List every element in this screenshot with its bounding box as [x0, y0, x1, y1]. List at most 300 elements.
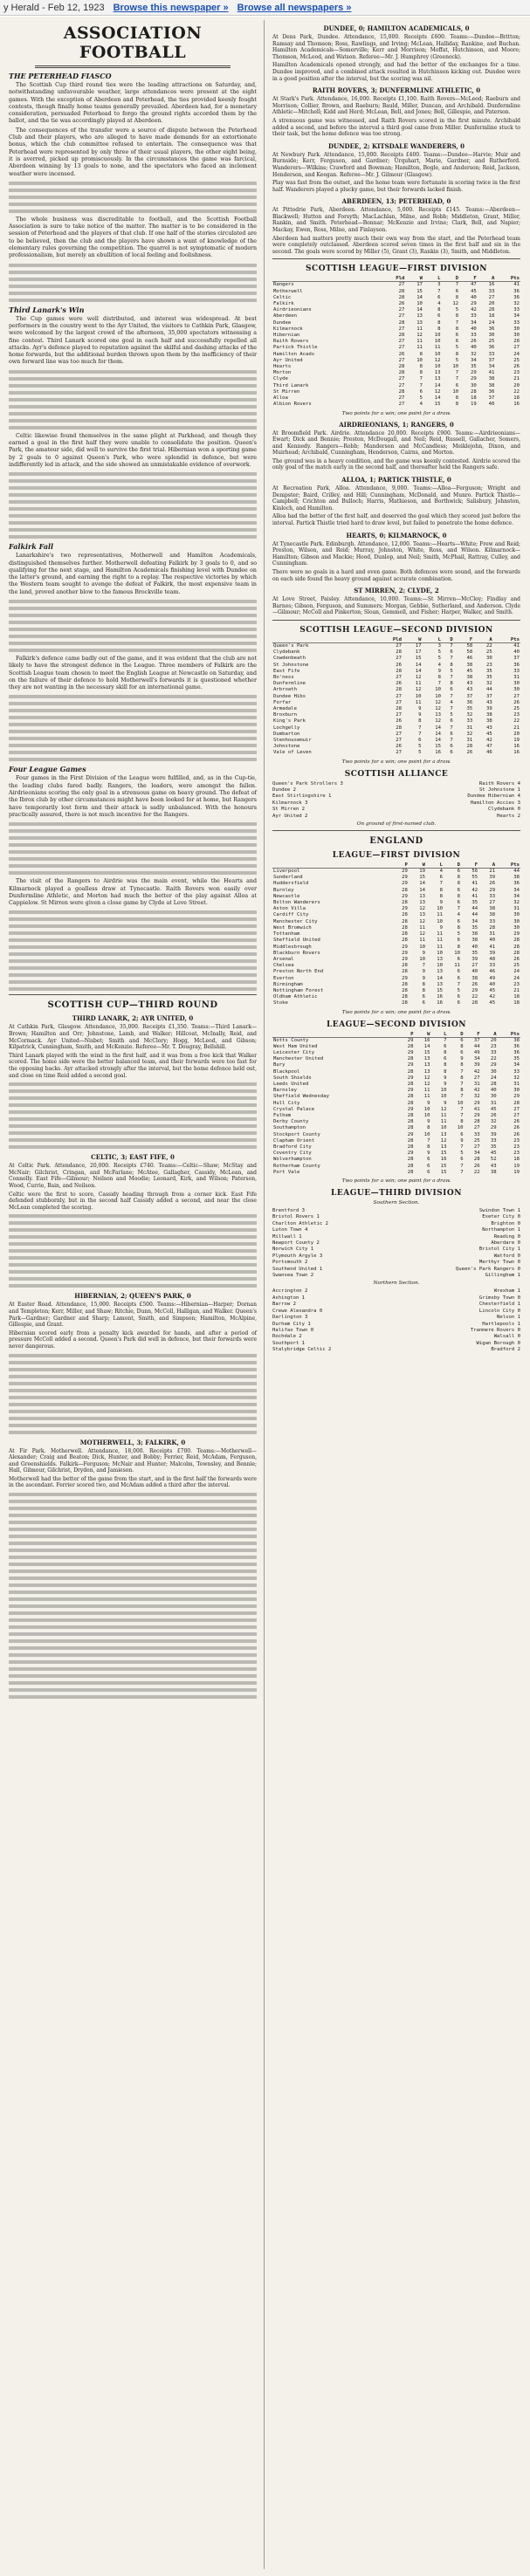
result-team: Queen's Park Rangers 0	[455, 1266, 520, 1272]
result-team: Ashington 1	[272, 1295, 306, 1301]
table-cell: 38	[490, 1169, 497, 1175]
result-team: Walsall 0	[493, 1334, 520, 1340]
match-report: The ground was in a heavy condition, and the game was keenly contested. Airdrie scored the only goal of the match early in the second half, and thereafter held the Rangers safe.	[272, 457, 520, 471]
table-cell: 34	[513, 313, 520, 319]
match-report: Motherwell had the better of the game from the start, and in the first half the forwards were in the ascendant. Ferrier scored two, and McAdam added a third after the interval.	[9, 1475, 257, 1489]
table-cell: 7	[450, 693, 453, 699]
table-cell: 29	[471, 370, 477, 376]
result-row	[272, 1315, 520, 1321]
match-heading: HEARTS, 0; KILMARNOCK, 0	[346, 531, 447, 539]
table-cell: 14	[415, 668, 422, 674]
table-cell: 7	[460, 1169, 464, 1175]
table-cell: Dunfermline	[273, 681, 306, 687]
table-row	[272, 1062, 520, 1068]
table-cell: 37	[488, 395, 495, 402]
table-cell: 34	[488, 364, 495, 370]
table-cell: 40	[513, 649, 520, 656]
newspaper-title: y Herald - Feb 12, 1923	[3, 2, 105, 13]
table-cell: 38	[488, 376, 495, 382]
table-cell: 10	[437, 918, 443, 924]
table-cell: 10	[457, 1125, 464, 1131]
table-cell: 22	[486, 642, 492, 649]
table-cell: 38	[471, 975, 478, 981]
table-cell: 34	[473, 1056, 480, 1062]
table-cell: 29	[407, 1075, 414, 1081]
table-cell: 4	[439, 869, 443, 875]
table-cell: 27	[398, 339, 405, 345]
table-cell: 9	[444, 1081, 447, 1087]
match-report: At Stark's Park. Attendance, 16,000. Receipts £1,100. Raith Rovers—McLeod; Raeburn and Morrison; Collier, Brown, and Raeburn; Bauld, Miller, Duncan, and Archibald. Dunfermline Athletic—Mitchell; Kidd and Herd; McLean, Bell, and Jones; Bell, Gillespie, and Paterson.	[272, 96, 520, 116]
table-cell: 28	[407, 1100, 414, 1106]
table-row	[272, 282, 520, 289]
table-cell: 13	[434, 370, 441, 376]
table-cell: 10	[423, 1131, 430, 1137]
table-row	[272, 963, 520, 969]
table-cell: 29	[402, 906, 408, 912]
table-cell: 18	[513, 1157, 520, 1163]
table-cell: 42	[489, 994, 496, 1000]
table-cell: 8	[455, 351, 459, 357]
table-cell: 41	[489, 944, 496, 950]
table-cell: 13	[423, 1068, 430, 1075]
subheading: THE PETERHEAD FIASCO	[9, 72, 112, 80]
result-row	[272, 1341, 520, 1347]
table-cell: 28	[398, 364, 405, 370]
table-cell: 10	[435, 687, 441, 693]
table-cell: 5	[460, 1151, 464, 1157]
table-cell: Stoke	[273, 1000, 288, 1006]
table-cell: 38	[466, 662, 473, 668]
result-row	[272, 1214, 520, 1220]
table-cell: 28	[402, 924, 408, 931]
table-cell: West Ham United	[273, 1043, 318, 1049]
match-report: At Easter Road. Attendance, 15,000. Receipts £500. Teams:—Hibernian—Harper; Dornan and Templeton; Kerr, Miller, and Shaw; Ritchie, Dunn, McColl, Halligan, and Walker. Queen's Park—Gardner; Gardner and Sharp; Lamont, Smith, and Simpson; Hamilton, McAlpine, Gillespie, and Grant.	[9, 1302, 257, 1329]
table-row	[272, 402, 520, 408]
result-team: St Mirren 2	[272, 807, 306, 813]
table-cell: 33	[513, 1068, 520, 1075]
table-cell: 8	[457, 924, 461, 931]
league-table	[272, 862, 520, 1006]
table-cell: 32	[513, 1075, 520, 1081]
table-cell: 12	[434, 357, 441, 363]
table-title: LEAGUE—FIRST DIVISION	[332, 851, 461, 861]
table-cell: 9	[418, 712, 422, 718]
result-team: Swansea Town 2	[272, 1273, 314, 1279]
result-team: Dundee 2	[272, 787, 296, 793]
table-cell: 34	[471, 918, 478, 924]
match-heading: ST MIRREN, 2; CLYDE, 2	[354, 587, 439, 595]
browser-bar	[0, 0, 530, 16]
table-cell: Clyde	[273, 376, 288, 382]
result-team: Accrington 2	[272, 1288, 308, 1295]
table-cell: 46	[466, 656, 473, 662]
match-report: At Recreation Park, Alloa. Attendance, 9,000. Teams:—Alloa—Ferguson; Wright and Dempster; Baird, Crilley, and Hill; Cunningham, McDonald, and Munro. Partick Thistle—Campbell; Crichton and Bulloch; Harris, Mathieson, and Borthwick; Salisbury, Johnston, Kinloch, and Hamilton.	[272, 485, 520, 512]
result-team: East Stirlingshire 1	[272, 793, 332, 800]
table-cell: King's Park	[273, 718, 306, 725]
table-cell: 47	[486, 744, 492, 750]
table-cell: 7	[444, 1037, 447, 1043]
result-team: Southend United 1	[272, 1266, 323, 1272]
table-cell: 33	[473, 1131, 480, 1137]
table-cell: Derby County	[273, 1119, 309, 1125]
result-team: Clydebank 0	[487, 807, 520, 813]
table-row	[272, 744, 520, 750]
table-row	[272, 938, 520, 944]
table-cell: 15	[415, 656, 422, 662]
table-cell: Newcastle	[273, 893, 300, 899]
table-row	[272, 750, 520, 756]
table-cell: 17	[415, 642, 422, 649]
table-cell: Sunderland	[273, 875, 303, 881]
illegible-text-block	[9, 600, 257, 652]
table-cell: 8	[460, 1088, 464, 1094]
result-row	[272, 1273, 520, 1279]
table-cell: 27	[396, 712, 402, 718]
table-cell: 6	[444, 1056, 447, 1062]
table-cell: 8	[437, 319, 441, 326]
table-cell: 43	[486, 699, 492, 705]
table-cell: 7	[418, 725, 422, 731]
table-row	[272, 395, 520, 402]
table-cell: 14	[434, 395, 441, 402]
table-cell: 42	[471, 887, 478, 893]
table-cell: 23	[513, 1137, 520, 1144]
match-heading: AIRDRIEONIANS, 1; RANGERS, 0	[339, 420, 454, 429]
table-cell: 33	[513, 668, 520, 674]
table-cell: Armadale	[273, 706, 297, 711]
table-cell: 11	[423, 1088, 430, 1094]
section-subtitle: Southern Section.	[373, 1200, 420, 1206]
table-cell: Queen's Park	[273, 642, 309, 649]
result-team: Crewe Alexandra 0	[272, 1308, 323, 1314]
table-cell: 26	[396, 744, 402, 750]
table-note: Two points for a win; one point for a draw.	[341, 759, 451, 765]
table-cell: 6	[422, 994, 425, 1000]
match-report: Aberdeen had matters pretty much their own way from the start, and the Peterhead team were completely outclassed. Aberdeen scored seven times in the first half and six in the second. The goals were scored by Miller (5), Grant (3), Rankin (3), Smith, and Middleton.	[272, 235, 520, 255]
result-team: Kilmarnock 3	[272, 800, 308, 806]
league-table	[272, 276, 520, 408]
table-cell: 31	[513, 674, 520, 680]
table-cell: 19	[513, 1163, 520, 1169]
table-cell: 10	[419, 956, 425, 962]
table-cell: 32	[466, 712, 473, 718]
table-cell: Dundee Hibs	[273, 693, 306, 699]
table-cell: 6	[450, 687, 453, 693]
match-report: At Broomfield Park. Airdrie. Attendance 20,000. Receipts £900. Teams:—Airdrieonians—Ewart; Dick and Bennie; Preston, McDougall, and Neil; Reid, Russell, Gallacher, Somers, and Kennedy. Rangers—Robb; Manderson and McCandless; Meiklejohn, Dixon, and Muirhead; Archibald, Cunningham, Henderson, Cairns, and Morton.	[272, 429, 520, 457]
table-cell: 13	[423, 1062, 430, 1068]
table-cell: Kilmarnock	[273, 326, 303, 332]
browse-this-newspaper-link[interactable]: Browse this newspaper »	[113, 2, 229, 13]
table-cell: 25	[513, 357, 520, 363]
table-cell: 6	[450, 649, 453, 656]
table-cell: 14	[423, 1043, 430, 1049]
table-cell: 28	[407, 1163, 414, 1169]
table-cell: 42	[473, 1068, 480, 1075]
table-row	[272, 919, 520, 925]
table-cell: 12	[419, 931, 425, 938]
table-cell: 16	[513, 750, 520, 756]
table-cell: 40	[488, 402, 495, 408]
table-cell: 42	[486, 738, 492, 744]
result-team: Plymouth Argyle 3	[272, 1253, 323, 1259]
table-cell: 44	[473, 1043, 480, 1049]
table-cell: 9	[422, 950, 425, 956]
table-cell: 10	[440, 1088, 447, 1094]
divider	[35, 65, 231, 68]
table-cell: 6	[460, 1157, 464, 1163]
table-cell: 15	[440, 1163, 447, 1169]
column-header: F	[454, 637, 474, 643]
match-report: At Cathkin Park, Glasgow. Attendance, 35,000. Receipts £1,350. Teams:—Third Lanark—Brown; Hamilton and Orr; Johnstone, Lamb, and Walker; Hillcoat, McInally, Reid, and McCormack. Ayr United—Nisbet; Smith and McClory; Hogg, McLeod, and Gibson; Kilpatrick, Cunningham, Smith, and McKenzie. Referee—Mr. T. Dougray, Bellshill.	[9, 1024, 257, 1051]
table-cell: 11	[415, 699, 422, 705]
table-cell: 38	[513, 875, 520, 881]
table-cell: Sheffield United	[273, 938, 320, 944]
result-row	[272, 1208, 520, 1214]
table-cell: 37	[513, 656, 520, 662]
table-cell: 10	[437, 963, 443, 969]
table-cell: 6	[427, 1169, 430, 1175]
table-cell: 20	[513, 382, 520, 388]
table-cell: 30	[490, 1094, 497, 1100]
table-cell: 16	[513, 402, 520, 408]
table-row	[272, 1069, 520, 1075]
table-row	[272, 900, 520, 906]
table-cell: 27	[513, 1106, 520, 1112]
table-cell: 29	[407, 1131, 414, 1137]
table-cell: 6	[455, 288, 459, 294]
table-cell: 28	[513, 944, 520, 950]
table-cell: 28	[489, 924, 496, 931]
table-cell: 33	[489, 893, 496, 899]
table-cell: 6	[457, 869, 461, 875]
table-cell: 14	[415, 662, 422, 668]
column-header: A	[481, 1032, 498, 1038]
table-cell: Falkirk	[273, 301, 294, 307]
article-paragraph: Falkirk's defence came badly out of the game, and it was evident that the club are not likely to have the strongest defence in the League. Three members of Falkirk are the Scottish League team chosen to meet the English League at Newcastle on Saturday, and on the failure of their defence to hold Motherwell's forwards it is questioned whether they are not wanting in the necessary skill for an international game.	[9, 655, 257, 691]
table-cell: 28	[402, 1000, 408, 1006]
table-cell: 23	[513, 981, 520, 987]
table-row	[272, 1000, 520, 1006]
table-row	[272, 945, 520, 951]
table-cell: 7	[418, 731, 422, 737]
column-header: Pts	[496, 862, 520, 869]
table-cell: 10	[452, 388, 459, 395]
table-cell: Vale of Leven	[273, 750, 312, 756]
table-cell: 9	[422, 969, 425, 975]
table-cell: 28	[396, 649, 402, 656]
table-cell: 6	[460, 1049, 464, 1055]
table-cell: 9	[460, 1137, 464, 1144]
table-cell: 27	[471, 963, 478, 969]
table-cell: 7	[455, 370, 459, 376]
table-cell: 7	[460, 1094, 464, 1100]
result-team: Millwall 1	[272, 1233, 302, 1240]
table-cell: 16	[437, 1000, 443, 1006]
result-team: Rochdale 2	[272, 1334, 302, 1340]
table-cell: 28	[407, 1137, 414, 1144]
table-cell: 15	[434, 402, 441, 408]
table-cell: 6	[427, 1157, 430, 1163]
table-cell: 19	[513, 1169, 520, 1175]
table-cell: Burnley	[273, 887, 294, 893]
table-row	[272, 307, 520, 313]
table-cell: 8	[460, 1075, 464, 1081]
table-cell: Rotherham County	[273, 1163, 320, 1169]
table-cell: 7	[457, 906, 461, 912]
table-row	[272, 1107, 520, 1113]
table-cell: 28	[402, 900, 408, 906]
table-cell: 8	[422, 981, 425, 987]
table-cell: 58	[466, 642, 473, 649]
table-cell: 28	[402, 981, 408, 987]
results-list	[272, 781, 520, 820]
table-cell: 8	[427, 1125, 430, 1131]
result-row	[272, 1247, 520, 1253]
table-row	[272, 881, 520, 887]
table-cell: Clydebank	[273, 649, 300, 656]
table-cell: 26	[513, 699, 520, 705]
table-cell: Huddersfield	[273, 881, 309, 887]
table-row	[272, 1170, 520, 1176]
table-cell: 38	[489, 912, 496, 918]
table-cell: 29	[402, 875, 408, 881]
table-cell: 5	[450, 668, 453, 674]
table-cell: Clapham Orient	[273, 1137, 315, 1144]
table-cell: 11	[437, 912, 443, 918]
table-cell: 26	[398, 351, 405, 357]
table-cell: 34	[471, 357, 477, 363]
result-team: Exeter City 0	[482, 1214, 520, 1220]
table-cell: 11	[454, 963, 461, 969]
table-cell: 41	[513, 282, 520, 288]
table-cell: 5	[457, 931, 461, 938]
table-cell: 13	[416, 319, 423, 326]
table-cell: 12	[419, 906, 425, 912]
table-cell: Nottingham Forest	[273, 987, 324, 993]
table-cell: 8	[437, 307, 441, 313]
table-cell: Sheffield Wednesday	[273, 1094, 329, 1100]
table-cell: 7	[460, 1068, 464, 1075]
table-cell: 4	[437, 301, 441, 307]
table-cell: 30	[513, 333, 520, 339]
table-cell: 14	[437, 975, 443, 981]
result-row	[272, 1288, 520, 1295]
table-cell: 34	[471, 319, 477, 326]
table-row	[272, 656, 520, 662]
table-cell: 7	[457, 981, 461, 987]
table-cell: 5	[455, 307, 459, 313]
table-cell: 35	[513, 1056, 520, 1062]
results-note: On ground of first-named club.	[356, 821, 437, 828]
table-cell: 45	[489, 987, 496, 993]
result-team: Brighton 0	[491, 1220, 520, 1226]
table-row	[272, 976, 520, 982]
table-cell: 24	[513, 975, 520, 981]
table-row	[272, 681, 520, 687]
table-cell: 27	[398, 345, 405, 351]
table-cell: 38	[513, 1037, 520, 1043]
result-row	[272, 793, 520, 800]
table-note: Two points for a win; one point for a draw.	[341, 410, 451, 416]
table-cell: 26	[513, 956, 520, 962]
result-team: Aberdare 0	[491, 1240, 520, 1247]
table-cell: 7	[455, 319, 459, 326]
table-cell: Hamilton Acads	[273, 351, 315, 357]
table-row	[272, 888, 520, 894]
result-row	[272, 1295, 520, 1302]
table-cell: 29	[490, 1125, 497, 1131]
table-cell: Leeds United	[273, 1081, 309, 1087]
table-cell: Bradford City	[273, 1144, 312, 1150]
table-cell: Ayr United	[273, 357, 303, 363]
section-subtitle: Northern Section.	[373, 1281, 420, 1287]
browse-all-newspapers-link[interactable]: Browse all newspapers »	[237, 2, 352, 13]
table-cell: 12	[415, 687, 422, 693]
table-cell: Southampton	[273, 1125, 306, 1131]
table-cell: 45	[489, 1000, 496, 1006]
match-report: Celtic were the first to score, Cassidy heading through from a corner kick. East Fife defended stubbornly, but in the second half Cassidy added a second, and near the close McLean completed the scoring.	[9, 1191, 257, 1211]
match-heading: MOTHERWELL, 3; FALKIRK, 0	[79, 1438, 186, 1446]
table-cell: 16	[488, 282, 495, 288]
result-team: Portsmouth 2	[272, 1260, 308, 1266]
table-cell: 32	[513, 301, 520, 307]
table-cell: 27	[396, 738, 402, 744]
table-cell: 28	[402, 969, 408, 975]
table-cell: 17	[415, 649, 422, 656]
table-row	[272, 931, 520, 938]
table-cell: 26	[466, 750, 473, 756]
article-paragraph: The whole business was discreditable to football, and the Scottish Football Association is sure to take notice of the matter. The matter is to be considered in the session of Peterhead and the players of that club. If one half of the stories circulated are to be believed, then the club and the players have shown a want of knowledge of the elementary rules governing the competition. The quarrel is not symptomatic of modern professionalism, but merely an ebullition of local feeling and foolishness.	[9, 216, 257, 259]
table-cell: 6	[460, 1131, 464, 1137]
table-cell: 8	[460, 1119, 464, 1125]
result-team: Bristol Rovers 1	[272, 1214, 320, 1220]
table-cell: 34	[513, 1062, 520, 1068]
result-row	[272, 1227, 520, 1233]
illegible-text-block	[9, 695, 257, 761]
table-cell: 23	[513, 1151, 520, 1157]
table-cell: 14	[419, 881, 425, 887]
table-cell: 40	[471, 345, 477, 351]
result-team: Durham City 1	[272, 1321, 311, 1327]
results-list	[272, 1288, 520, 1353]
table-cell: 28	[407, 1119, 414, 1125]
table-cell: 30	[488, 333, 495, 339]
table-cell: 42	[473, 1088, 480, 1094]
table-row	[272, 1094, 520, 1100]
table-cell: 29	[407, 1049, 414, 1055]
table-cell: 9	[418, 706, 422, 711]
table-cell: 12	[435, 706, 441, 711]
table-cell: 5	[437, 649, 441, 656]
table-cell: 26	[396, 681, 402, 687]
table-cell: 6	[444, 1043, 447, 1049]
table-cell: 27	[396, 731, 402, 737]
table-title: SCOTTISH LEAGUE—FIRST DIVISION	[306, 264, 487, 274]
table-row	[272, 706, 520, 712]
table-cell: 26	[490, 1112, 497, 1118]
subheading: Falkirk Fall	[9, 542, 54, 552]
table-title: LEAGUE—THIRD DIVISION	[331, 1189, 462, 1198]
table-cell: 45	[471, 288, 477, 294]
table-cell: 28	[398, 388, 405, 395]
table-cell: Port Vale	[273, 1169, 300, 1175]
table-cell: 9	[427, 1151, 430, 1157]
table-cell: 40	[489, 981, 496, 987]
table-cell: 13	[440, 1144, 447, 1150]
table-cell: 32	[513, 900, 520, 906]
column-rule	[264, 20, 265, 2569]
table-cell: 8	[457, 881, 461, 887]
